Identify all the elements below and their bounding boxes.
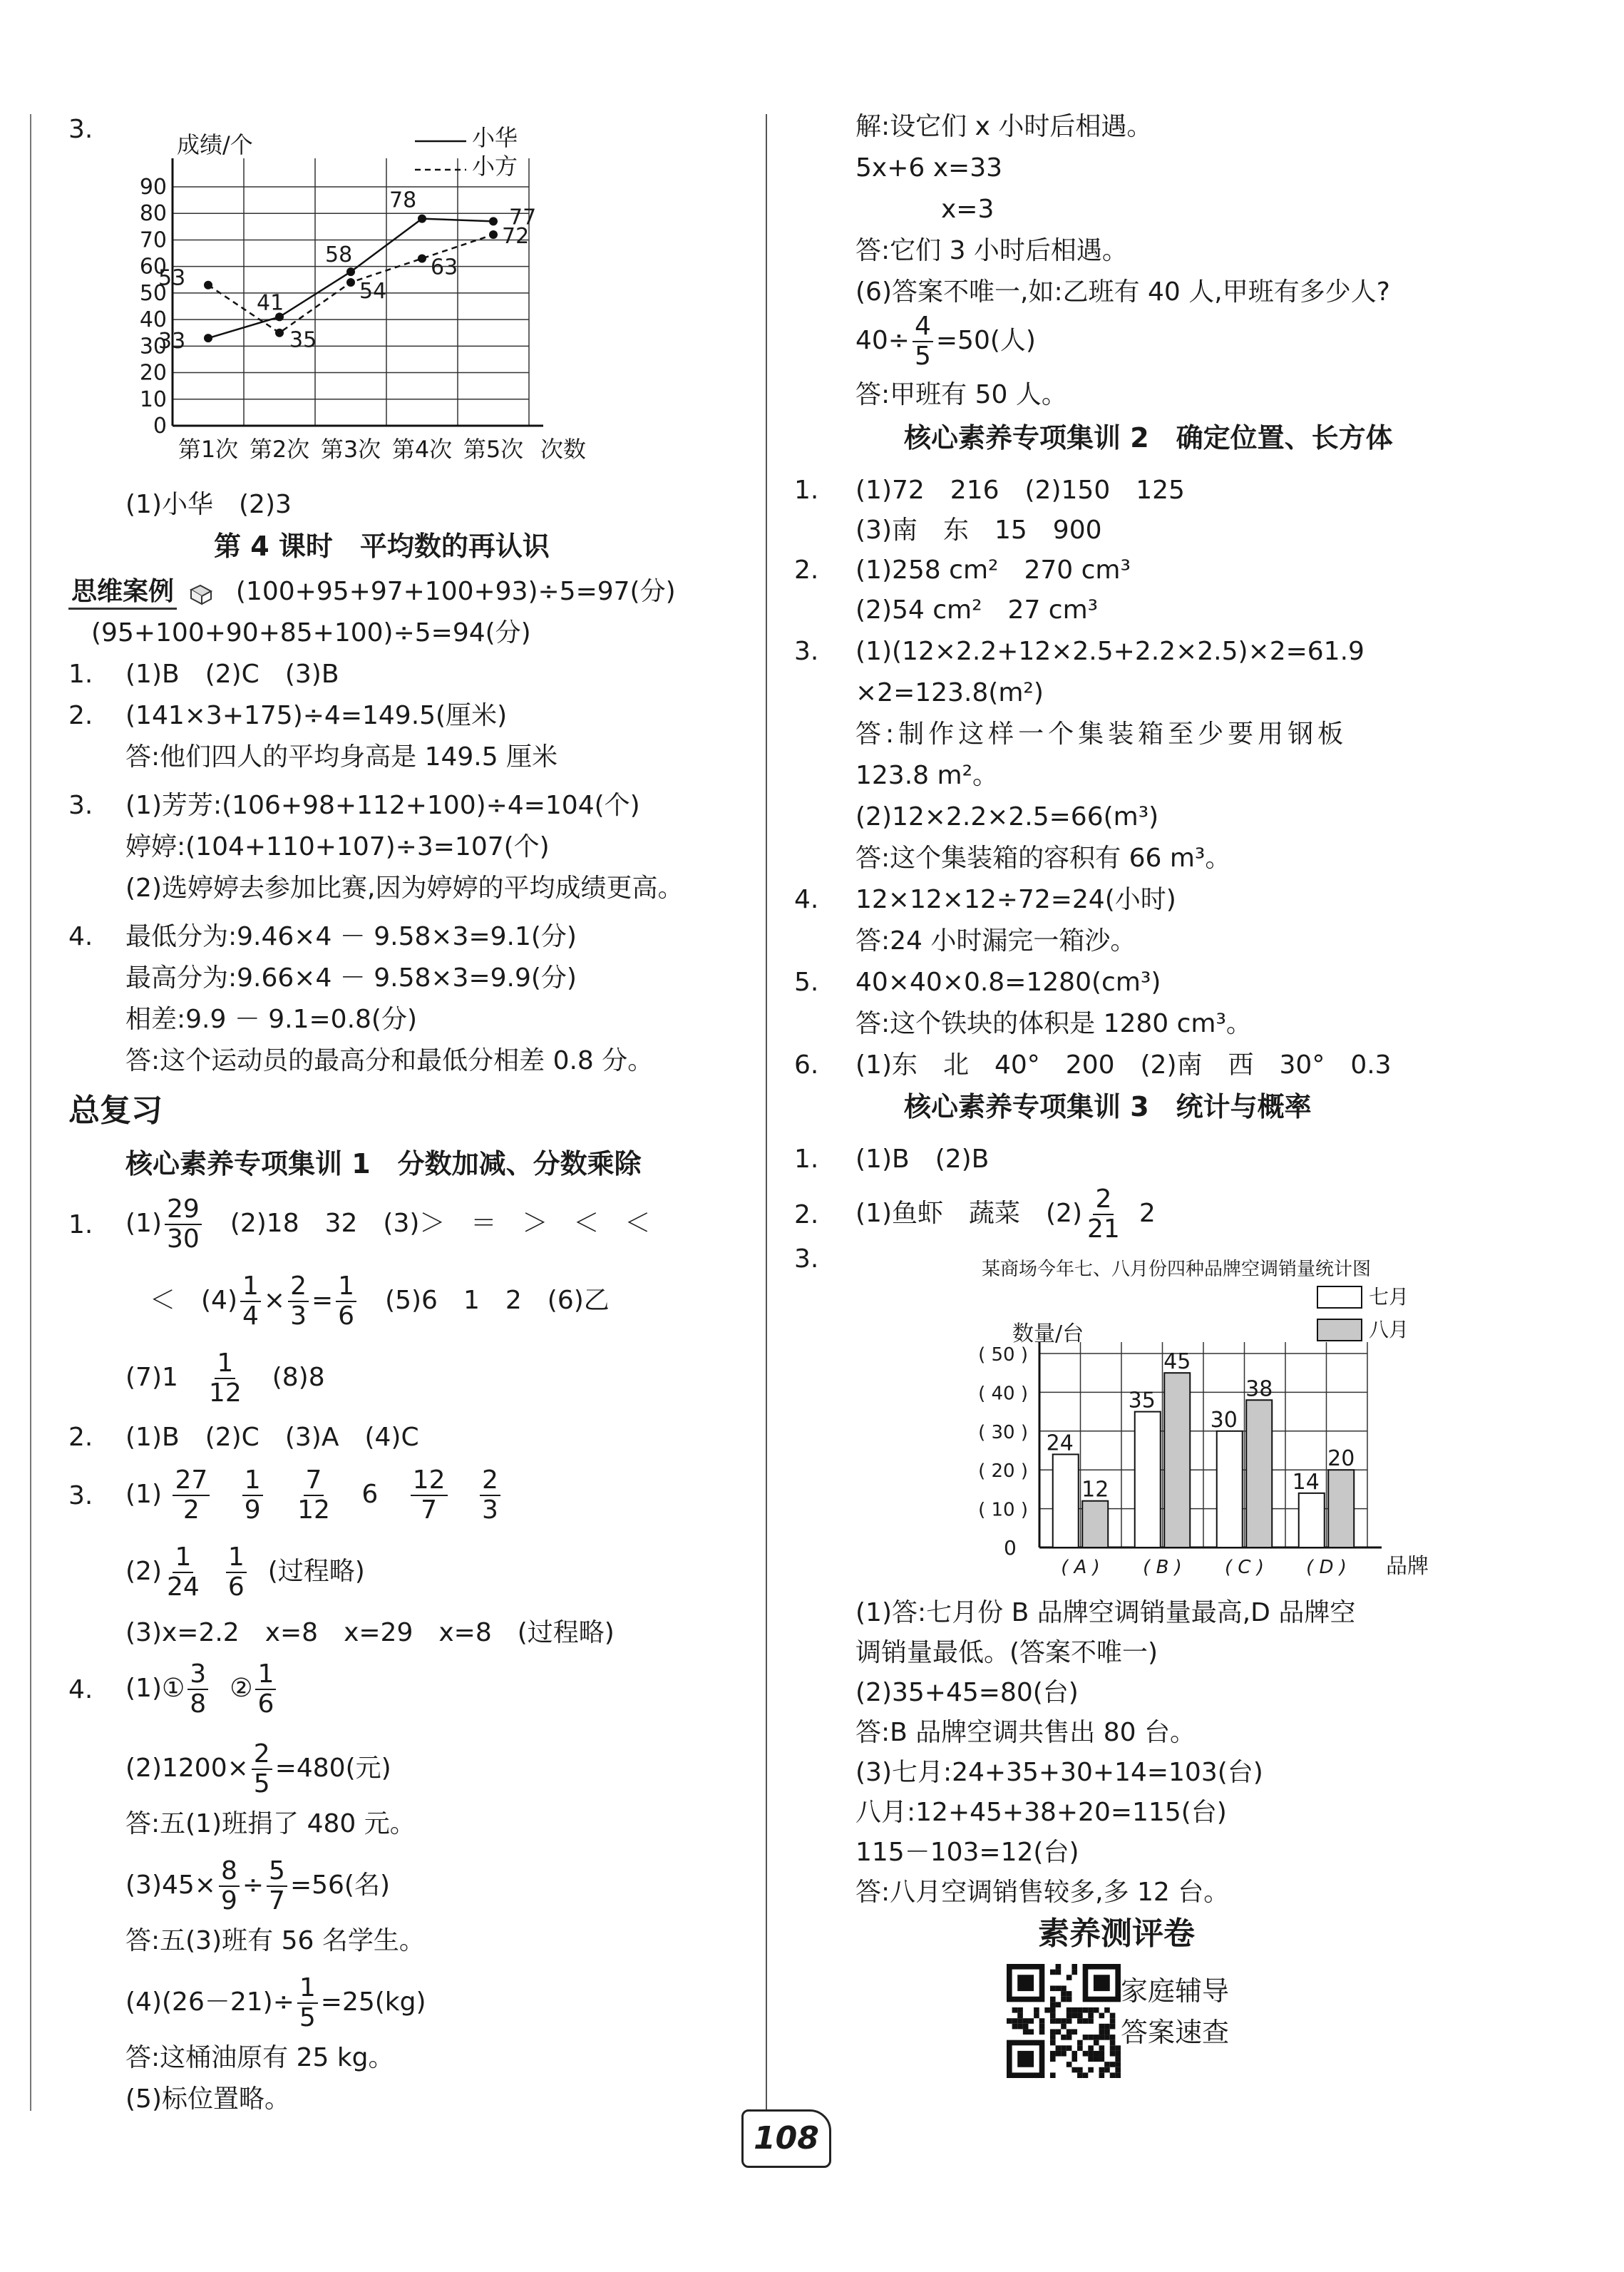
t1-4-line4: (4)(26－21)÷ $\frac{1}{5}$ =25(kg): [125, 1973, 426, 2032]
bar-value-label: 30: [1210, 1407, 1238, 1433]
l4-line2: 最高分为:9.66×4 － 9.58×3=9.9(分): [125, 963, 577, 993]
x-tick-label: 第5次: [463, 436, 524, 463]
t3-3-line5: (3)七月:24+35+30+14=103(台): [855, 1758, 1263, 1787]
qr-module: [1056, 2051, 1062, 2057]
bar-value-label: 24: [1046, 1431, 1074, 1456]
y-tick-label: 60: [139, 254, 167, 280]
qr-module: [1023, 2024, 1029, 2030]
qr-module: [1094, 2040, 1099, 2046]
qr-module: [1050, 2040, 1056, 2046]
r-line2: 5x+6 x=33: [855, 153, 1002, 183]
data-label: 77: [509, 205, 537, 230]
qr-module: [1077, 2018, 1083, 2024]
y-tick-label: ( 10 ): [978, 1499, 1028, 1521]
qr-module: [1104, 2029, 1110, 2035]
chart-title: 某商场今年七、八月份四种品牌空调销量统计图: [981, 1259, 1372, 1280]
qr-module: [1088, 2035, 1094, 2040]
qr-module: [1094, 2057, 1099, 2062]
case-label: 思维案例: [68, 576, 177, 610]
data-point: [489, 217, 498, 225]
t2-4-line1: 12×12×12÷72=24(小时): [855, 885, 1176, 914]
fraction-29-30: $\frac{29}{30}$: [165, 1195, 202, 1254]
r-line4: 答:它们 3 小时后相遇。: [855, 236, 1128, 265]
l3-line2: 婷婷:(104+110+107)÷3=107(个): [125, 832, 550, 861]
qr-module: [1099, 2029, 1105, 2035]
qr-module: [1115, 2057, 1121, 2062]
t2-1-line2: (3)南 东 15 900: [855, 516, 1102, 545]
qr-module: [1012, 2007, 1018, 2013]
train2-title: 核心素养专项集训 2 确定位置、长方体: [904, 422, 1393, 454]
q3-answer: (1)小华 (2)3: [125, 490, 292, 519]
qr-module: [1050, 2072, 1056, 2078]
t1-3-line2: (2) $\frac{1}{24}$ $\frac{1}{6}$ (过程略): [125, 1542, 365, 1602]
x-tick-label: 第3次: [320, 436, 381, 463]
qr-module: [1050, 2035, 1056, 2040]
qr-module: [1050, 2057, 1056, 2062]
qr-module: [1077, 2045, 1083, 2051]
qr-module: [1083, 2051, 1089, 2057]
qr-module: [1104, 2007, 1110, 2013]
y-axis-label: 成绩/个: [177, 131, 253, 158]
t1-4-line1: (1)① $\frac{3}{8}$ ② $\frac{1}{6}$: [125, 1657, 279, 1720]
qr-module: [1110, 2062, 1116, 2067]
r-line1: 解:设它们 x 小时后相遇。: [855, 112, 1153, 141]
t2-5-line1: 40×40×0.8=1280(cm³): [855, 968, 1161, 997]
qr-module: [1088, 2018, 1094, 2024]
t2-3-line3: 答:制作这样一个集装箱至少要用钢板: [855, 720, 1348, 749]
train1-title: 核心素养专项集训 1 分数加减、分数乘除: [125, 1148, 642, 1180]
t1-1-line1: (1) $\frac{29}{30}$ (2)18 32 (3)＞ ＝ ＞ ＜ ＜: [125, 1194, 651, 1254]
bar-八月-A: [1082, 1501, 1108, 1547]
qr-module: [1088, 2051, 1094, 2057]
qr-finder-core: [1017, 1975, 1034, 1991]
qr-module: [1061, 1991, 1067, 1997]
t3-1-number: 1.: [794, 1145, 819, 1174]
y-tick-label: 80: [139, 201, 167, 227]
case-book-icon: [189, 582, 213, 603]
t3-3-line6: 八月:12+45+38+20=115(台): [855, 1798, 1227, 1827]
t3-3-line2: 调销量最低。(答案不唯一): [855, 1638, 1158, 1667]
t2-2-number: 2.: [794, 556, 819, 585]
qr-module: [1088, 2013, 1094, 2019]
qr-module: [1050, 1997, 1056, 2002]
r-line7: 答:甲班有 50 人。: [855, 380, 1067, 409]
bar-value-label: 12: [1081, 1477, 1109, 1503]
legend-swatch: [1317, 1319, 1362, 1341]
legend-label: 小方: [472, 153, 518, 180]
qr-module: [1071, 1964, 1077, 1970]
t3-3-number: 3.: [794, 1244, 819, 1274]
x-axis-label: 次数: [540, 436, 587, 463]
y-tick-label: ( 20 ): [978, 1460, 1028, 1483]
data-point: [346, 267, 355, 276]
qr-module: [1110, 2035, 1116, 2040]
qr-module: [1050, 2018, 1056, 2024]
bar-value-label: 35: [1128, 1388, 1156, 1413]
qr-module: [1012, 2024, 1018, 2030]
qr-module: [1110, 2024, 1116, 2030]
qr-module: [1023, 2018, 1029, 2024]
qr-module: [1056, 1964, 1062, 1970]
t3-2-number: 2.: [794, 1200, 819, 1229]
data-point: [418, 255, 426, 263]
legend-swatch: [1317, 1286, 1362, 1308]
t3-3-line3: (2)35+45=80(台): [855, 1678, 1079, 1707]
x-tick-label: ( D ): [1306, 1557, 1347, 1578]
bar-七月-B: [1135, 1412, 1161, 1547]
qr-module: [1099, 2035, 1105, 2040]
qr-module: [1056, 2045, 1062, 2051]
qr-module: [1115, 2051, 1121, 2057]
t1-4-line2: (2)1200× $\frac{2}{5}$ =480(元): [125, 1739, 391, 1798]
qr-module: [1067, 2013, 1072, 2019]
l1-answer: (1)B (2)C (3)B: [125, 660, 339, 689]
t2-4-number: 4.: [794, 885, 819, 914]
line-chart: [121, 107, 663, 478]
qr-module: [1110, 2045, 1116, 2051]
qr-module: [1007, 2018, 1012, 2024]
legend-label: 小华: [472, 124, 518, 151]
qr-module: [1110, 2072, 1116, 2078]
t3-1-line1: (1)B (2)B: [855, 1145, 990, 1174]
qr-module: [1017, 2013, 1023, 2019]
t2-2-line2: (2)54 cm² 27 cm³: [855, 595, 1099, 625]
qr-module: [1099, 2045, 1105, 2051]
qr-module: [1056, 1985, 1062, 1991]
qr-module: [1034, 2007, 1039, 2013]
qr-module: [1050, 2029, 1056, 2035]
bar-value-label: 45: [1163, 1349, 1191, 1375]
qr-module: [1044, 2007, 1050, 2013]
bar-chart: [855, 1255, 1497, 1583]
y-tick-label: 40: [139, 307, 167, 333]
qr-module: [1083, 2007, 1089, 2013]
legend-label: 八月: [1369, 1318, 1409, 1341]
qr-module: [1067, 2035, 1072, 2040]
qr-module: [1067, 1991, 1072, 1997]
qr-module: [1050, 2051, 1056, 2057]
qr-module: [1110, 2051, 1116, 2057]
bar-八月-C: [1246, 1400, 1272, 1547]
qr-module: [1094, 2051, 1099, 2057]
qr-module: [1071, 2057, 1077, 2062]
data-point: [489, 230, 498, 239]
y-tick-label: 30: [139, 334, 167, 359]
bar-七月-A: [1053, 1454, 1079, 1547]
data-label: 58: [325, 242, 353, 268]
l1-number: 1.: [68, 660, 93, 689]
qr-module: [1061, 1985, 1067, 1991]
case-row: [68, 576, 676, 610]
t1-1-line2: ＜ (4) $\frac{1}{4}$ × $\frac{2}{3}$ = $\frac{1}{6}$ (5)6 1 2 (6)乙: [150, 1271, 610, 1331]
t2-2-line1: (1)258 cm² 270 cm³: [855, 556, 1131, 585]
qr-module: [1110, 2018, 1116, 2024]
qr-module: [1039, 2018, 1045, 2024]
qr-module: [1056, 2029, 1062, 2035]
qr-module: [1104, 2067, 1110, 2073]
qr-module: [1115, 2067, 1121, 2073]
qr-module: [1099, 2051, 1105, 2057]
t1-1-line3: (7)1 $\frac{1}{12}$ (8)8: [125, 1349, 325, 1408]
x-tick-label: ( A ): [1061, 1557, 1100, 1578]
t3-2-line1: (1)鱼虾 蔬菜 (2) $\frac{2}{21}$ 2: [855, 1184, 1156, 1244]
qr-module: [1104, 2035, 1110, 2040]
t1-4-line3: (3)45× $\frac{8}{9}$ ÷ $\frac{5}{7}$ =56(名): [125, 1856, 391, 1915]
bar-value-label: 38: [1245, 1376, 1273, 1402]
bar-value-label: 14: [1292, 1469, 1320, 1495]
qr-module: [1099, 2013, 1105, 2019]
t3-3-line7: 115－103=12(台): [855, 1838, 1079, 1867]
qr-module: [1083, 2072, 1089, 2078]
qr-module: [1023, 2029, 1029, 2035]
qr-module: [1088, 2007, 1094, 2013]
qr-module: [1094, 2035, 1099, 2040]
qr-module: [1050, 2007, 1056, 2013]
qr-module: [1067, 1975, 1072, 1980]
qr-module: [1034, 2013, 1039, 2019]
qr-module: [1050, 1970, 1056, 1975]
r-line3: x=3: [941, 195, 995, 224]
qr-module: [1050, 2013, 1056, 2019]
y-tick-label: 90: [139, 175, 167, 200]
qr-module: [1094, 2007, 1099, 2013]
t2-6-line1: (1)东 北 40° 200 (2)南 西 30° 0.3: [855, 1050, 1392, 1080]
qr-text2: 答案速查: [1121, 2017, 1230, 2048]
qr-module: [1061, 2051, 1067, 2057]
qr-module: [1061, 2035, 1067, 2040]
l4-number: 4.: [68, 922, 93, 951]
t2-5-line2: 答:这个铁块的体积是 1280 cm³。: [855, 1009, 1252, 1038]
qr-module: [1077, 2072, 1083, 2078]
data-label: 33: [158, 329, 186, 354]
y-tick-label: ( 30 ): [978, 1421, 1028, 1443]
t1-3-line3: (3)x=2.2 x=8 x=29 x=8 (过程略): [125, 1618, 615, 1647]
data-label: 41: [257, 290, 284, 316]
qr-module: [1050, 1985, 1056, 1991]
t3-3-line8: 答:八月空调销售较多,多 12 台。: [855, 1878, 1230, 1907]
qr-module: [1088, 2057, 1094, 2062]
qr-module: [1067, 2029, 1072, 2035]
qr-module: [1071, 2067, 1077, 2073]
y-tick-label: 70: [139, 227, 167, 253]
qr-module: [1012, 2018, 1018, 2024]
r-line6: 40÷ $\frac{4}{5}$ =50(人): [855, 312, 1036, 371]
qr-module: [1017, 2024, 1023, 2030]
x-tick-label: ( C ): [1225, 1557, 1264, 1578]
t3-3-line1: (1)答:七月份 B 品牌空调销量最高,D 品牌空: [855, 1598, 1356, 1627]
bar-value-label: 20: [1327, 1446, 1355, 1472]
line-chart-grid: [173, 158, 529, 426]
qr-module: [1115, 2045, 1121, 2051]
qr-module: [1028, 2018, 1034, 2024]
t1-4-answer4: 答:这桶油原有 25 kg。: [125, 2043, 394, 2072]
qr-module: [1067, 1997, 1072, 2002]
bar-八月-B: [1164, 1373, 1190, 1547]
qr-module: [1083, 2035, 1089, 2040]
qr-module: [1061, 2045, 1067, 2051]
qr-module: [1067, 2062, 1072, 2067]
data-label: 54: [359, 279, 387, 304]
l2-conclusion: 答:他们四人的平均身高是 149.5 厘米: [125, 742, 558, 772]
y-tick-label: 50: [139, 280, 167, 306]
y-tick-label: 0: [153, 414, 167, 439]
qr-module: [1071, 1970, 1077, 1975]
zero-label: 0: [1004, 1536, 1017, 1560]
qr-module: [1099, 2067, 1105, 2073]
qr-finder-core: [1094, 1975, 1110, 1991]
qr-module: [1088, 2045, 1094, 2051]
column-divider: [766, 114, 767, 2111]
qr-module: [1017, 2018, 1023, 2024]
t1-4-answer2: 答:五(1)班捐了 480 元。: [125, 1809, 416, 1838]
qr-module: [1061, 1997, 1067, 2002]
qr-module: [1028, 2029, 1034, 2035]
t1-4-number: 4.: [68, 1675, 93, 1704]
t2-3-line2: ×2=123.8(m²): [855, 678, 1044, 707]
qr-module: [1061, 2024, 1067, 2030]
l4-line3: 相差:9.9 － 9.1=0.8(分): [125, 1005, 418, 1034]
qr-module: [1067, 2018, 1072, 2024]
t1-1-number: 1.: [68, 1210, 93, 1239]
qr-module: [1067, 2045, 1072, 2051]
lesson4-title: 第 4 课时 平均数的再认识: [214, 531, 550, 562]
y-tick-label: ( 40 ): [978, 1383, 1028, 1405]
qr-module: [1077, 2013, 1083, 2019]
x-axis-label: 品牌: [1386, 1554, 1429, 1579]
l2-number: 2.: [68, 701, 93, 730]
y-tick-label: 20: [139, 360, 167, 386]
qr-module: [1050, 2002, 1056, 2007]
x-tick-label: 第2次: [249, 436, 310, 463]
qr-module: [1104, 2062, 1110, 2067]
r-line5: (6)答案不唯一,如:乙班有 40 人,甲班有多少人?: [855, 277, 1390, 307]
qr-text1: 家庭辅导: [1121, 1975, 1230, 2007]
data-point: [346, 278, 355, 287]
l3-line3: (2)选婷婷去参加比赛,因为婷婷的平均成绩更高。: [125, 874, 684, 903]
t1-4-answer3: 答:五(3)班有 56 名学生。: [125, 1926, 425, 1955]
qr-module: [1083, 2018, 1089, 2024]
t2-3-line4: 123.8 m²。: [855, 761, 999, 790]
qr-module: [1099, 2024, 1105, 2030]
qr-module: [1061, 2018, 1067, 2024]
train3-title: 核心素养专项集训 3 统计与概率: [904, 1091, 1312, 1122]
qr-module: [1077, 2007, 1083, 2013]
right-column: [784, 0, 1597, 2272]
data-point: [204, 334, 212, 342]
data-point: [204, 281, 212, 290]
y-tick-label: ( 50 ): [978, 1344, 1028, 1366]
q3-number: 3.: [68, 115, 93, 144]
qr-module: [1071, 2013, 1077, 2019]
t1-2-answer: (1)B (2)C (3)A (4)C: [125, 1423, 419, 1452]
left-column: [0, 0, 756, 2272]
t1-4-line5: (5)标位置略。: [125, 2084, 290, 2114]
qr-module: [1099, 2057, 1105, 2062]
case-line1: (100+95+97+100+93)÷5=97(分): [235, 577, 676, 606]
bar-七月-C: [1217, 1431, 1243, 1547]
x-tick-label: ( B ): [1143, 1557, 1182, 1578]
qr-module: [1056, 2018, 1062, 2024]
data-label: 78: [389, 188, 417, 213]
t2-3-number: 3.: [794, 637, 819, 666]
qr-module: [1077, 2067, 1083, 2073]
t2-6-number: 6.: [794, 1050, 819, 1080]
t2-1-number: 1.: [794, 476, 819, 505]
data-label: 72: [502, 224, 530, 249]
qr-module: [1099, 2072, 1105, 2078]
data-label: 53: [158, 265, 186, 291]
l4-line1: 最低分为:9.46×4 － 9.58×3=9.1(分): [125, 922, 577, 951]
line-chart-axes: [173, 158, 543, 426]
qr-module: [1115, 2062, 1121, 2067]
qr-module: [1071, 2007, 1077, 2013]
qr-module: [1056, 1970, 1062, 1975]
t1-3-line1: (1) $\frac{27}{2}$ $\frac{1}{9}$ $\frac{7}{12}$ 6 $\frac{12}{7}$ $\frac{2}{3}$: [125, 1463, 503, 1526]
t2-3-line1: (1)(12×2.2+12×2.5+2.2×2.5)×2=61.9: [855, 637, 1365, 666]
x-tick-label: 第1次: [178, 436, 239, 463]
review-title: 总复习: [68, 1092, 163, 1129]
legend-label: 七月: [1369, 1285, 1409, 1309]
t2-3-line5: (2)12×2.2×2.5=66(m³): [855, 802, 1159, 831]
l3-number: 3.: [68, 791, 93, 820]
t2-1-line1: (1)72 216 (2)150 125: [855, 476, 1185, 505]
t2-4-line2: 答:24 小时漏完一箱沙。: [855, 926, 1136, 956]
l4-line4: 答:这个运动员的最高分和最低分相差 0.8 分。: [125, 1046, 654, 1075]
qr-module: [1110, 2013, 1116, 2019]
l3-line1: (1)芳芳:(106+98+112+100)÷4=104(个): [125, 791, 640, 820]
y-tick-label: 10: [139, 387, 167, 412]
qr-module: [1067, 2007, 1072, 2013]
qr-finder-core: [1017, 2051, 1034, 2067]
l2-answer: (141×3+175)÷4=149.5(厘米): [125, 701, 508, 730]
qr-module: [1017, 2007, 1023, 2013]
y-axis-label: 数量/台: [1012, 1321, 1084, 1346]
case-line2: (95+100+90+85+100)÷5=94(分): [91, 618, 531, 648]
qr-module: [1039, 2024, 1045, 2030]
t1-2-number: 2.: [68, 1423, 93, 1452]
t2-5-number: 5.: [794, 968, 819, 997]
bar-八月-D: [1328, 1470, 1354, 1547]
data-label: 63: [431, 255, 458, 280]
qr-module: [1110, 2040, 1116, 2046]
test-title: 素养测评卷: [1038, 1915, 1195, 1952]
t1-3-number: 3.: [68, 1481, 93, 1510]
qr-module: [1039, 2029, 1045, 2035]
qr-module: [1056, 2002, 1062, 2007]
data-point: [418, 215, 426, 223]
qr-module: [1077, 2040, 1083, 2046]
qr-module: [1088, 2067, 1094, 2073]
qr-module: [1071, 2029, 1077, 2035]
bar-七月-D: [1299, 1493, 1325, 1547]
data-point: [275, 329, 284, 337]
qr-module: [1071, 2051, 1077, 2057]
page-number: 108: [741, 2109, 831, 2168]
x-tick-label: 第4次: [391, 436, 453, 463]
t3-3-line4: 答:B 品牌空调共售出 80 台。: [855, 1718, 1196, 1747]
qr-module: [1104, 2024, 1110, 2030]
data-label: 35: [289, 327, 317, 353]
qr-module: [1115, 2072, 1121, 2078]
t2-3-line6: 答:这个集装箱的容积有 66 m³。: [855, 844, 1231, 873]
qr-code-icon[interactable]: [1007, 1964, 1121, 2078]
